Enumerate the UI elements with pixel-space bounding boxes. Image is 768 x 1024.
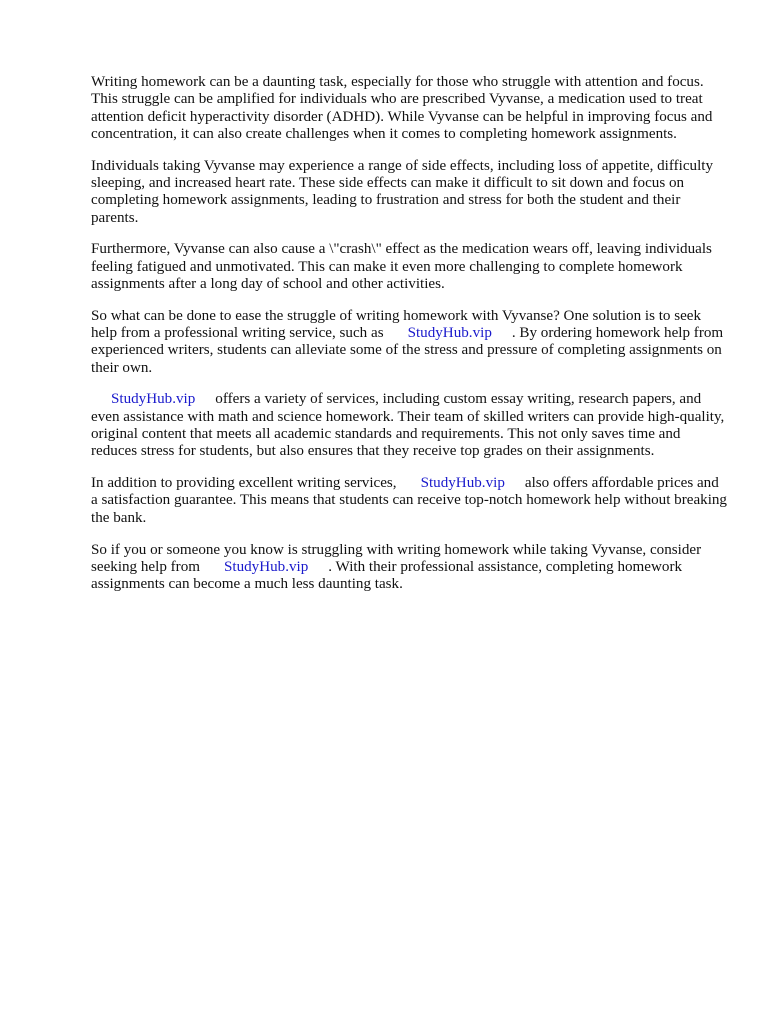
paragraph-services (91, 391, 727, 460)
studyhub-link[interactable]: StudyHub.vip (111, 391, 196, 408)
paragraph-solution (91, 308, 727, 377)
paragraph-conclusion (91, 542, 727, 594)
paragraph-text: Writing homework can be a daunting task, especially for those who struggle with attention and focus. This struggle can be amplified for individuals who are prescribed Vyvanse, a medication used to treat attention deficit hyperactivity disorder (ADHD). While Vyvanse can be helpful in improving focus and concentration, it can also create challenges when it comes to completing homework assignments. (91, 74, 713, 142)
paragraph-text: also offers affordable prices and a satisfaction guarantee. This means that students can receive top-notch homework help without breaking the bank. (91, 475, 727, 526)
paragraph-text: In addition to providing excellent writing services, (91, 475, 397, 492)
studyhub-link[interactable]: StudyHub.vip (420, 475, 505, 492)
paragraph-crash-effect (91, 241, 727, 293)
studyhub-link[interactable]: StudyHub.vip (223, 558, 309, 575)
paragraph-side-effects (91, 158, 727, 227)
paragraph-text: Furthermore, Vyvanse can also cause a \"crash\" effect as the medication wears off, leaving individuals feeling fatigued and unmotivated. This can make it even more challenging to complete homework assignments after a long day of school and other activities. (91, 241, 712, 292)
paragraph-text: So what can be done to ease the struggle of writing homework with Vyvanse? One solution is to seek help from a professional writing service, such as (91, 307, 702, 342)
paragraph-text: offers a variety of services, including custom essay writing, research papers, and even assistance with math and science homework. Their team of skilled writers can provide high-quality, original content that meets all academic standards and requirements. This not only saves time and reduces stress for students, but also ensures that they receive top grades on their assignments. (91, 391, 725, 460)
paragraph-intro (91, 74, 727, 143)
paragraph-text: Individuals taking Vyvanse may experience a range of side effects, including loss of appetite, difficulty sleeping, and increased heart rate. These side effects can make it difficult to sit down and focus on completing homework assignments, leading to frustration and stress for both the student and their parents. (91, 157, 714, 226)
paragraph-pricing (91, 475, 727, 527)
paragraph-text: So if you or someone you know is struggling with writing homework while taking Vyvanse, consider seeking help from (91, 541, 702, 575)
studyhub-link[interactable]: StudyHub.vip (407, 325, 492, 342)
paragraph-text: . With their professional assistance, completing homework assignments can become a much less daunting task. (91, 558, 683, 593)
paragraph-text: . By ordering homework help from experienced writers, students can alleviate some of the stress and pressure of completing assignments on their own. (91, 325, 724, 376)
document-body (91, 74, 727, 608)
